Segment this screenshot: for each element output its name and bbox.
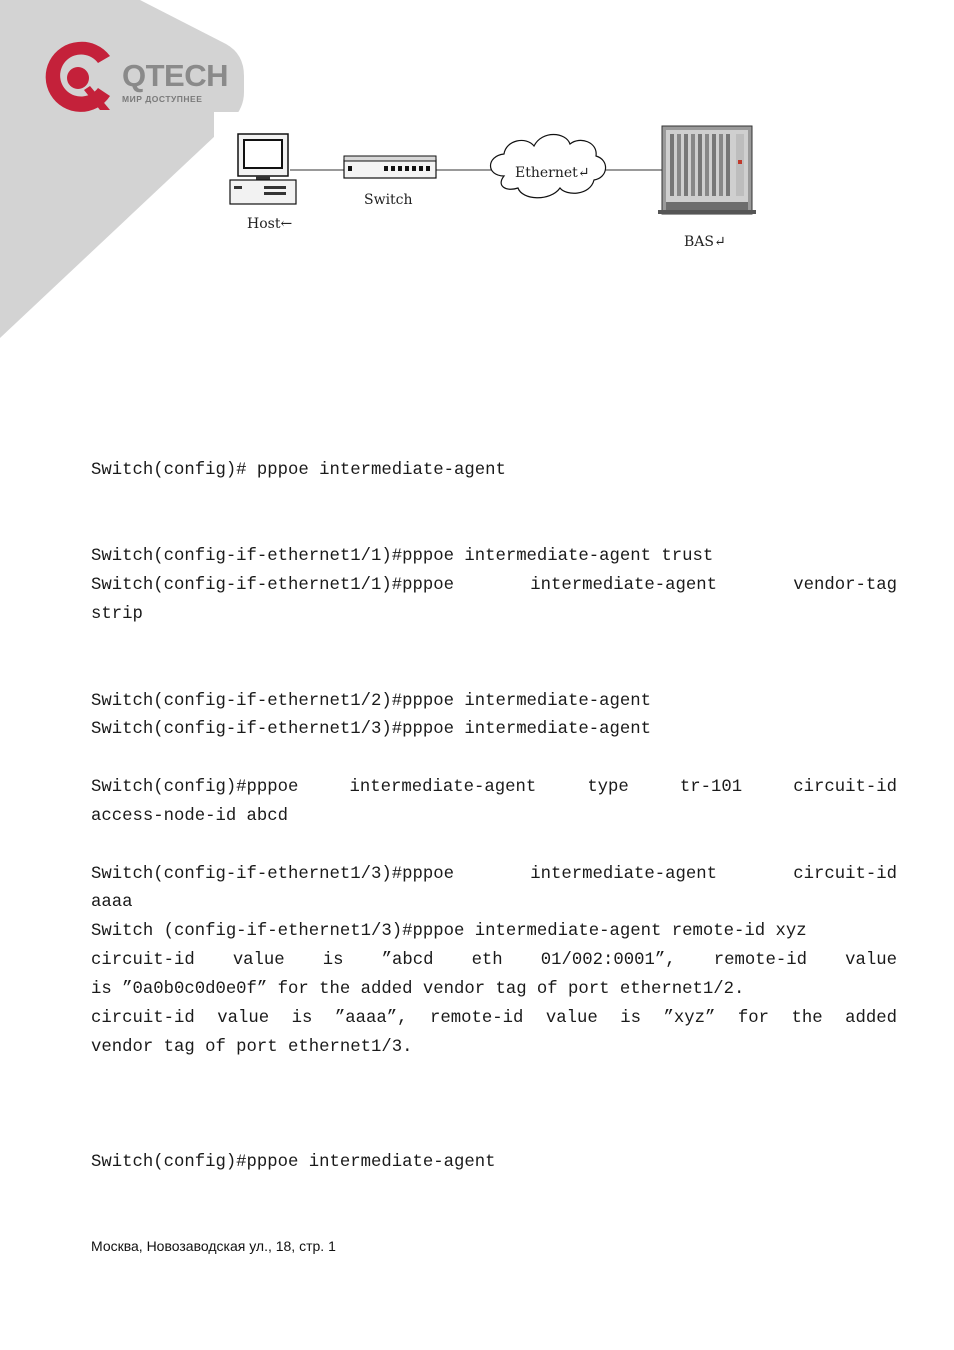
host-label: Host← — [247, 216, 293, 232]
word: intermediate-agent — [530, 576, 717, 595]
word: Switch(config)#pppoe — [91, 778, 299, 797]
switch-device-icon — [344, 156, 436, 178]
word: remote-id — [429, 1009, 524, 1028]
command-eth1-trust: Switch(config-if-ethernet1/1)#pppoe intermediate-agent trust — [91, 547, 714, 566]
word: remote-id — [713, 951, 808, 970]
command-final: Switch(config)#pppoe intermediate-agent — [91, 1153, 496, 1172]
command-eth3-remote: Switch (config-if-ethernet1/3)#pppoe intermediate-agent remote-id xyz — [91, 922, 807, 941]
word: circuit-id — [793, 778, 897, 797]
logo-tagline: МИР ДОСТУПНЕЕ — [122, 94, 203, 104]
command-eth3-enable: Switch(config-if-ethernet1/3)#pppoe intermediate-agent — [91, 720, 652, 739]
command-eth1-strip-cont: strip — [91, 605, 143, 624]
word: ”abcd — [381, 951, 434, 970]
word: ”aaaa”, — [334, 1009, 408, 1028]
network-diagram — [214, 112, 774, 262]
word: added — [845, 1009, 897, 1028]
logo-wordmark: QTECH — [122, 58, 228, 93]
word: is — [620, 1009, 641, 1028]
word: value — [845, 951, 897, 970]
word: value — [545, 1009, 598, 1028]
command-eth3-circuit-cont: aaaa — [91, 893, 133, 912]
command-eth2-enable: Switch(config-if-ethernet1/2)#pppoe intermediate-agent — [91, 692, 652, 711]
word: vendor-tag — [793, 576, 897, 595]
word: intermediate-agent — [530, 865, 717, 884]
word: circuit-id — [91, 1009, 195, 1028]
description-line-2 — [91, 1004, 897, 1033]
description-line-2-cont: vendor tag of port ethernet1/3. — [91, 1038, 413, 1057]
description-line-1 — [91, 946, 897, 975]
word: 01/002:0001”, — [540, 951, 676, 970]
word: value — [217, 1009, 270, 1028]
command-eth1-strip — [91, 571, 897, 600]
ethernet-label: Ethernet↵ — [515, 165, 590, 181]
word: Switch(config-if-ethernet1/3)#pppoe — [91, 865, 454, 884]
word: Switch(config-if-ethernet1/1)#pppoe — [91, 576, 454, 595]
word: intermediate-agent — [349, 778, 537, 797]
word: circuit-id — [793, 865, 897, 884]
word: circuit-id — [91, 951, 195, 970]
word: type — [587, 778, 629, 797]
word: ”xyz” — [663, 1009, 716, 1028]
command-type-cont: access-node-id abcd — [91, 807, 289, 826]
word: tr-101 — [679, 778, 743, 797]
description-line-1-cont: is ”0a0b0c0d0e0f” for the added vendor tag of port ethernet1/2. — [91, 980, 745, 999]
qtech-logo-mark — [38, 38, 118, 118]
footer-address: Москва, Новозаводская ул., 18, стр. 1 — [91, 1238, 336, 1254]
switch-label: Switch — [364, 192, 413, 208]
qtech-logo — [38, 38, 238, 118]
word: is — [291, 1009, 313, 1028]
word: is — [322, 951, 344, 970]
word: value — [232, 951, 285, 970]
word: the — [791, 1009, 823, 1028]
word: for — [737, 1009, 769, 1028]
command-global-enable: Switch(config)# pppoe intermediate-agent — [91, 461, 506, 480]
bas-label: BAS↵ — [684, 234, 726, 250]
command-eth3-circuit — [91, 860, 897, 889]
bas-rack-icon — [658, 126, 756, 214]
word: eth — [471, 951, 503, 970]
host-computer-icon — [230, 134, 296, 204]
command-type — [91, 773, 897, 802]
